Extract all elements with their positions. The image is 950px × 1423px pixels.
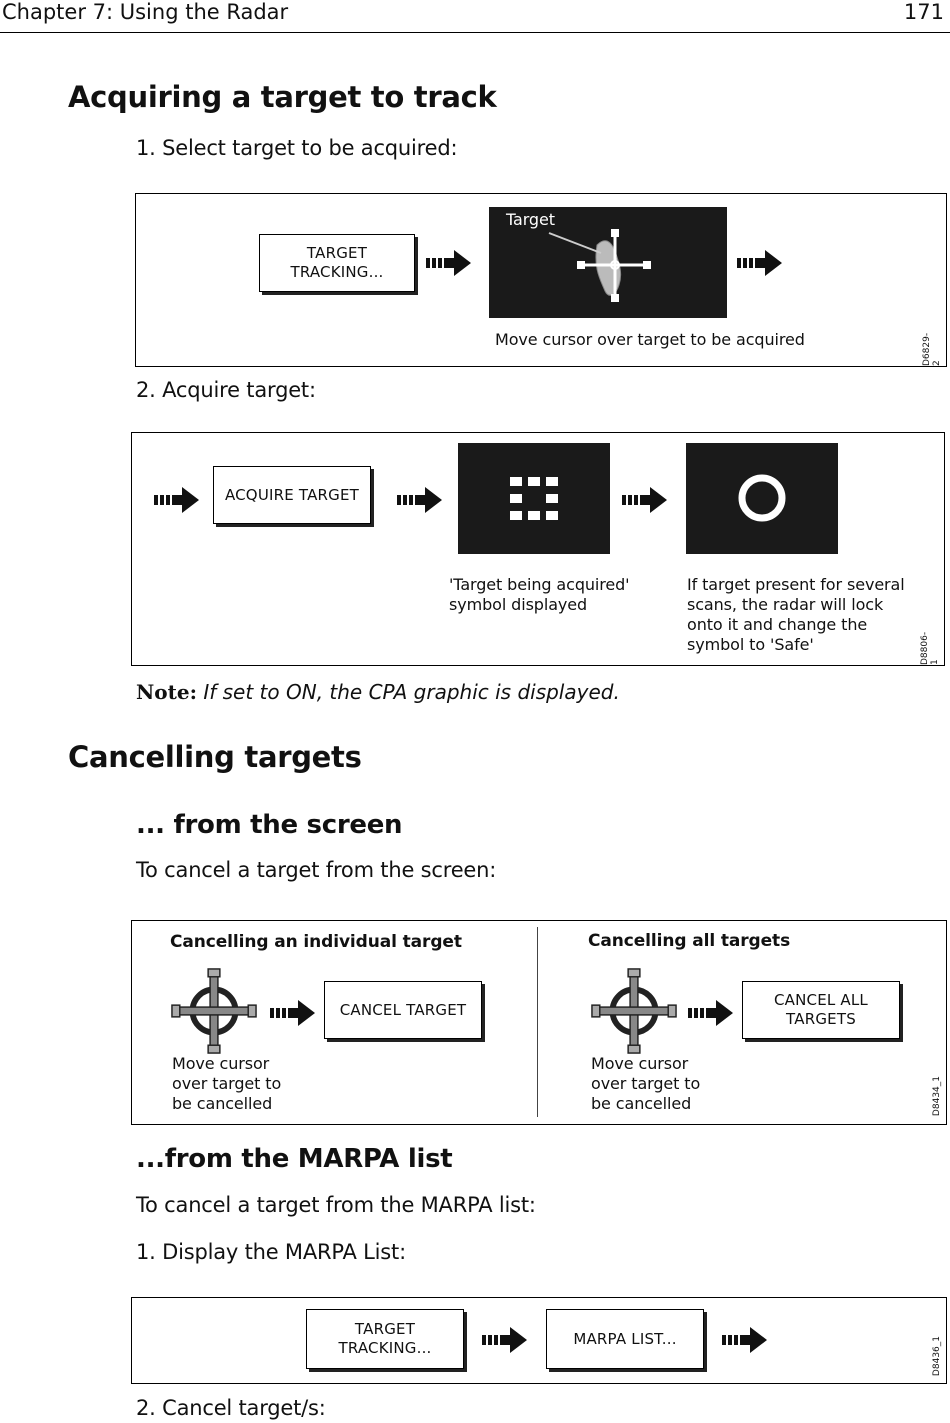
note-label: Note: (136, 680, 197, 704)
cancel-target-button[interactable]: CANCEL TARGET (324, 981, 482, 1039)
target-label: Target (506, 210, 555, 229)
step-2-acquire: 2. Acquire target: (136, 378, 316, 402)
arrow-icon (722, 1326, 768, 1354)
arrow-icon (622, 486, 668, 514)
page-number: 171 (903, 0, 944, 24)
note-text: If set to ON, the CPA graphic is displayed. (203, 680, 620, 704)
crosshair-cursor-icon (590, 967, 678, 1055)
arrow-icon (737, 249, 783, 277)
radar-screen-safe (686, 443, 838, 554)
divider (537, 927, 538, 1117)
arrow-icon (688, 999, 734, 1027)
chapter-title: Chapter 7: Using the Radar (2, 0, 289, 24)
figure-acquire-target (131, 432, 945, 666)
acquiring-caption: 'Target being acquired' symbol displayed (449, 575, 630, 614)
arrow-icon (426, 249, 472, 277)
target-tracking-button[interactable]: TARGET TRACKING... (259, 234, 415, 292)
figure-cancel-screen (131, 920, 947, 1125)
safe-symbol-icon (686, 443, 838, 554)
figure-select-target (135, 193, 947, 367)
section-title-acquire: Acquiring a target to track (68, 80, 497, 114)
all-caption: Move cursor over target to be cancelled (591, 1054, 701, 1113)
all-title: Cancelling all targets (588, 931, 791, 951)
radar-screen-acquiring (458, 443, 610, 554)
target-tracking-button[interactable]: TARGET TRACKING... (306, 1309, 464, 1369)
individual-caption: Move cursor over target to be cancelled (172, 1054, 282, 1113)
note (136, 680, 620, 704)
figure-id: D8806-1 (920, 631, 940, 665)
step-1-marpa: 1. Display the MARPA List: (136, 1240, 406, 1264)
crosshair-cursor-icon (170, 967, 258, 1055)
marpa-intro: To cancel a target from the MARPA list: (136, 1193, 536, 1217)
arrow-icon (397, 486, 443, 514)
subsection-from-screen: ... from the screen (136, 810, 403, 840)
figure-marpa-list (131, 1297, 947, 1384)
acquire-target-button[interactable]: ACQUIRE TARGET (213, 466, 371, 524)
step-1-select: 1. Select target to be acquired: (136, 136, 458, 160)
figure-id: D8436_1 (932, 1336, 942, 1377)
figure-id: D6829-2 (922, 332, 942, 366)
figure-id: D8434_1 (932, 1076, 942, 1117)
arrow-icon (270, 999, 316, 1027)
header-rule (0, 32, 950, 33)
marpa-list-button[interactable]: MARPA LIST... (546, 1309, 704, 1369)
step-2-cancel: 2. Cancel target/s: (136, 1396, 326, 1420)
select-target-caption: Move cursor over target to be acquired (495, 330, 805, 349)
arrow-icon (482, 1326, 528, 1354)
section-title-cancel: Cancelling targets (68, 740, 362, 774)
radar-screen-cursor (489, 207, 727, 318)
acquiring-symbol-icon (458, 443, 610, 554)
safe-caption: If target present for several scans, the radar will lock onto it and change the symbol to 'Safe' (687, 575, 905, 654)
subsection-from-marpa: ...from the MARPA list (136, 1144, 453, 1174)
cancel-all-targets-button[interactable]: CANCEL ALL TARGETS (742, 981, 900, 1039)
arrow-icon (154, 486, 200, 514)
screen-intro: To cancel a target from the screen: (136, 858, 497, 882)
individual-title: Cancelling an individual target (170, 932, 462, 952)
